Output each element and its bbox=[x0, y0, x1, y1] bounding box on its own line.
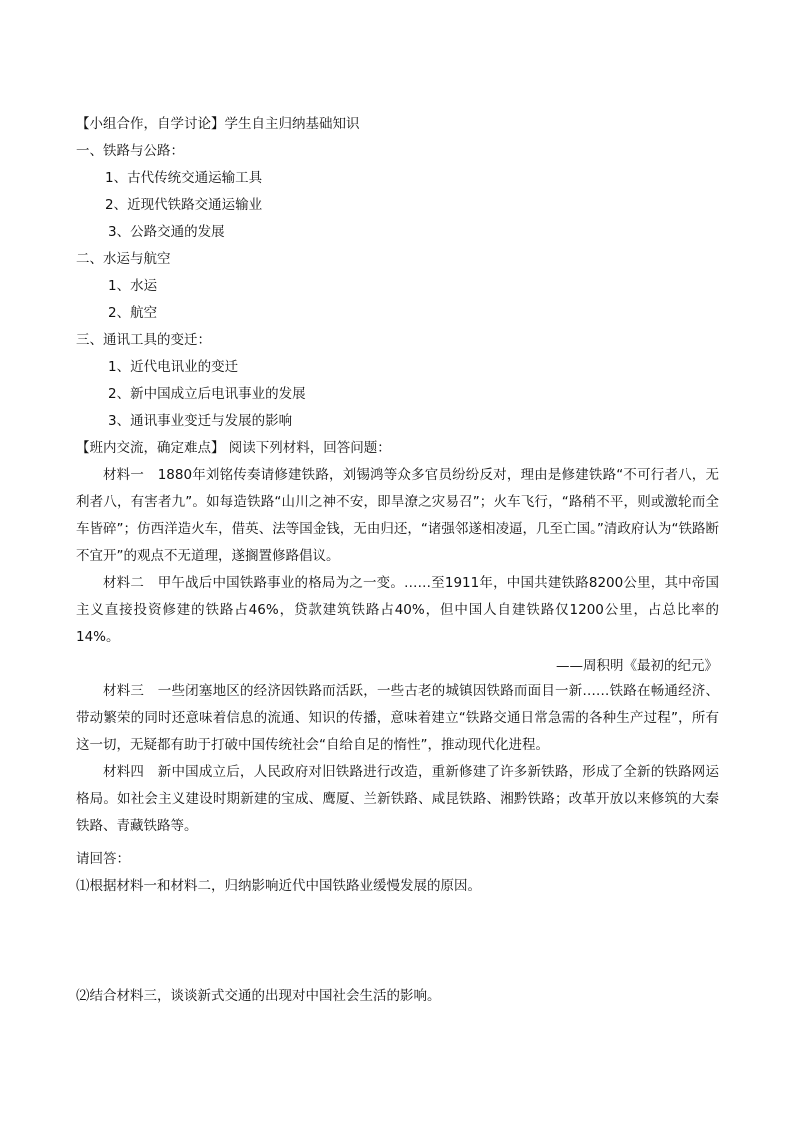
section-heading-class-exchange: 【班内交流，确定难点】 阅读下列材料，回答问题： bbox=[76, 440, 391, 456]
material-paragraph-4: 材料四 新中国成立后，人民政府对旧铁路进行改造，重新修建了许多新铁路，形成了全新的铁路网运格局。如社会主义建设时期新建的宝成、鹰厦、兰新铁路、咸昆铁路、湘黔铁路；改革开放以来修筑的大秦铁路、青藏铁路等。 bbox=[76, 764, 719, 834]
list-item: 1、近代电讯业的变迁 bbox=[108, 359, 239, 375]
part-title-water-air: 二、水运与航空 bbox=[76, 251, 171, 267]
material-source-citation: ——周积明《最初的纪元》 bbox=[556, 658, 718, 674]
question-1: ⑴根据材料一和材料二，归纳影响近代中国铁路业缓慢发展的原因。 bbox=[76, 878, 481, 894]
list-item: 1、水运 bbox=[108, 278, 158, 294]
list-item: 3、通讯事业变迁与发展的影响 bbox=[108, 413, 293, 429]
list-item: 2、航空 bbox=[108, 305, 158, 321]
answer-prompt: 请回答： bbox=[76, 851, 130, 867]
list-item: 3、公路交通的发展 bbox=[108, 224, 225, 240]
material-paragraph-3: 材料三 一些闭塞地区的经济因铁路而活跃，一些古老的城镇因铁路而面目一新……铁路在畅通经济、带动繁荣的同时还意味着信息的流通、知识的传播，意味着建立“铁路交通日常急需的各种生产过程”，所有这一切，无疑都有助于打破中国传统社会“自给自足的惰性”，推动现代化进程。 bbox=[76, 683, 719, 753]
list-item: 2、新中国成立后电讯事业的发展 bbox=[108, 386, 306, 402]
material-paragraph-2: 材料二 甲午战后中国铁路事业的格局为之一变。……至1911年，中国共建铁路8200公里，其中帝国主义直接投资修建的铁路占46%，贷款建筑铁路占40%，但中国人自建铁路仅1200公里，占总比率的14%。 bbox=[76, 575, 719, 645]
section-heading-group-work: 【小组合作，自学讨论】学生自主归纳基础知识 bbox=[76, 116, 360, 132]
question-2: ⑵结合材料三，谈谈新式交通的出现对中国社会生活的影响。 bbox=[76, 988, 441, 1004]
part-title-communication: 三、通讯工具的变迁： bbox=[76, 332, 211, 348]
list-item: 2、近现代铁路交通运输业 bbox=[105, 197, 263, 213]
list-item: 1、古代传统交通运输工具 bbox=[105, 170, 263, 186]
part-title-railway-road: 一、铁路与公路： bbox=[76, 143, 184, 159]
material-paragraph-1: 材料一 1880年刘铭传奏请修建铁路，刘锡鸿等众多官员纷纷反对，理由是修建铁路“不可行者八，无利者八，有害者九”。如每造铁路“山川之神不安，即旱潦之灾易召”；火车飞行，“路稍不平，则或激轮而全车皆碎”；仿西洋造火车，借英、法等国金钱，无由归还，“诸强邻遂相凌逼，几至亡国。”清政府认为“铁路断不宜开”的观点不无道理，遂搁置修路倡议。 bbox=[76, 467, 719, 564]
